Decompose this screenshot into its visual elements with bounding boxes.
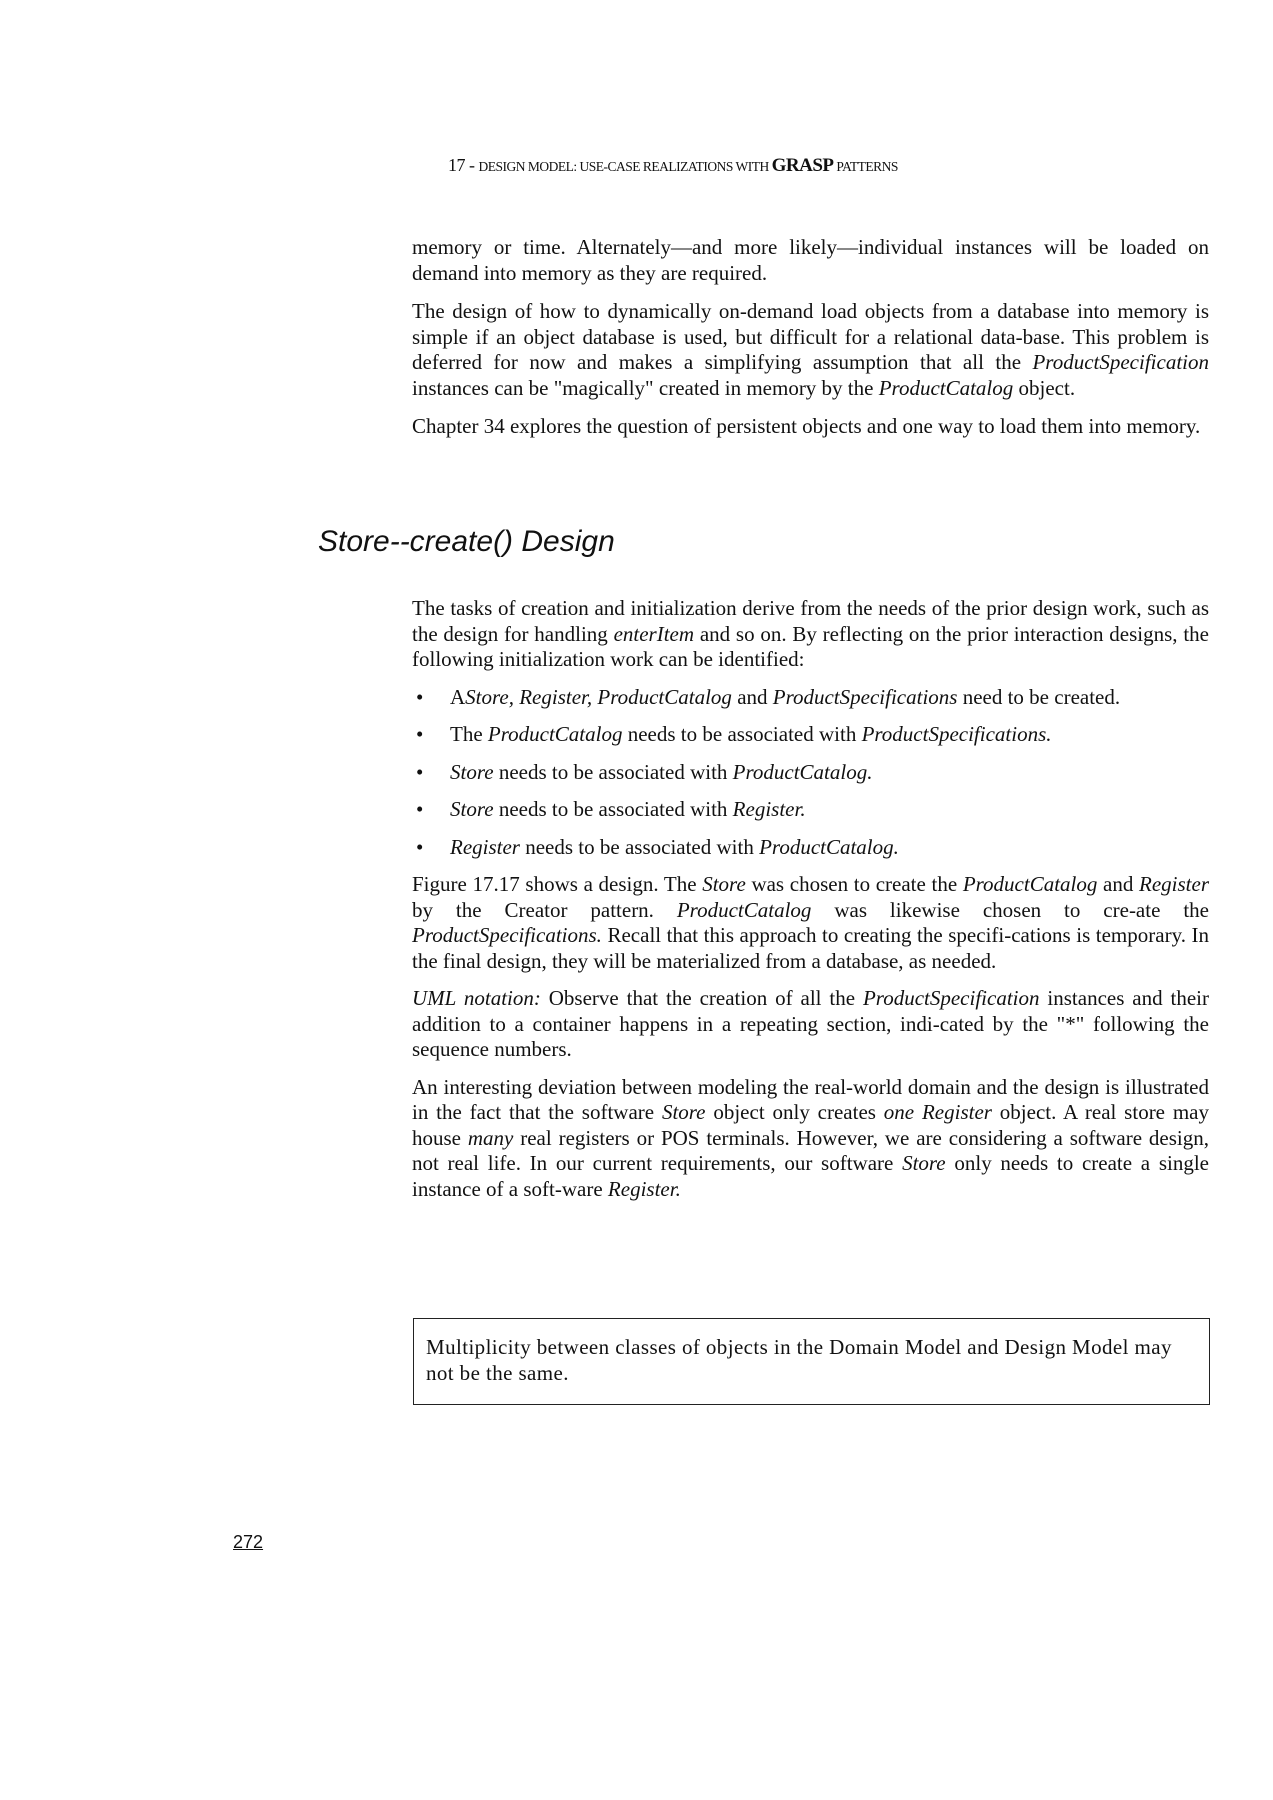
intro-paragraph-1: memory or time. Alternately—and more likely—individual instances will be loaded on demand into memory as they are required. (412, 235, 1209, 285)
section-paragraph-4: An interesting deviation between modeling the real-world domain and the design is illustrated in the fact that the software Store object only creates one Register object. A real store may house many real registers or POS terminals. However, we are considering a software design, not real life. In our current requirements, our software Store only needs to create a single instance of a soft-ware Register. (412, 1074, 1210, 1201)
section-paragraph-1: The tasks of creation and initialization derive from the needs of the prior design work, such as the design for handling enterItem and so on. By reflecting on the prior interaction designs, the following initialization work can be identified: (412, 596, 1209, 671)
bullet-icon: • (416, 759, 424, 784)
section-text-block (412, 596, 1209, 1202)
running-head (448, 155, 898, 177)
intro-paragraph-2: The design of how to dynamically on-demand load objects from a database into memory is simple if an object database is used, but difficult for a relational data-base. This problem is deferred for now and makes a simplifying assumption that all the ProductSpecification instances can be "magically" created in memory by the ProductCatalog object. (412, 299, 1209, 400)
chapter-number: 17 - (448, 155, 479, 175)
page-number: 272 (233, 1532, 264, 1552)
list-item: • AStore, Register, ProductCatalog and ProductSpecifications need to be created. (416, 684, 1121, 709)
intro-text-block (412, 235, 1209, 440)
list-item: • Store needs to be associated with Register. (416, 797, 806, 821)
initialization-list (412, 685, 1209, 861)
bullet-icon: • (416, 684, 424, 709)
section-paragraph-2: Figure 17.17 shows a design. The Store was chosen to create the ProductCatalog and Register by the Creator pattern. ProductCatalog was likewise chosen to cre-ate the ProductSpecifications. Recall that this approach to creating the specifi-cations is temporary. In the final design, they will be materialized from a database, as needed. (412, 872, 1209, 973)
bullet-icon: • (416, 834, 424, 859)
section-paragraph-3: UML notation: Observe that the creation of all the ProductSpecification instances and their addition to a container happens in a repeating section, indi-cated by the "*" following the sequence numbers. (412, 986, 1209, 1061)
chapter-title-grasp: GRASP (771, 155, 834, 176)
bullet-icon: • (416, 722, 424, 746)
list-item: • Register needs to be associated with ProductCatalog. (416, 834, 899, 859)
chapter-title-part-1: DESIGN MODEL: USE-CASE REALIZATIONS WITH (478, 159, 772, 174)
list-item: • The ProductCatalog needs to be associated with ProductSpecifications. (416, 722, 1052, 746)
bullet-icon: • (416, 797, 424, 821)
list-item: • Store needs to be associated with ProductCatalog. (416, 759, 873, 784)
chapter-title-part-2: PATTERNS (833, 159, 898, 174)
section-heading: Store--create() Design (318, 525, 615, 558)
note-box: Multiplicity between classes of objects in the Domain Model and Design Model may not be the same. (413, 1318, 1210, 1405)
intro-paragraph-3: Chapter 34 explores the question of persistent objects and one way to load them into memory. (412, 414, 1201, 438)
